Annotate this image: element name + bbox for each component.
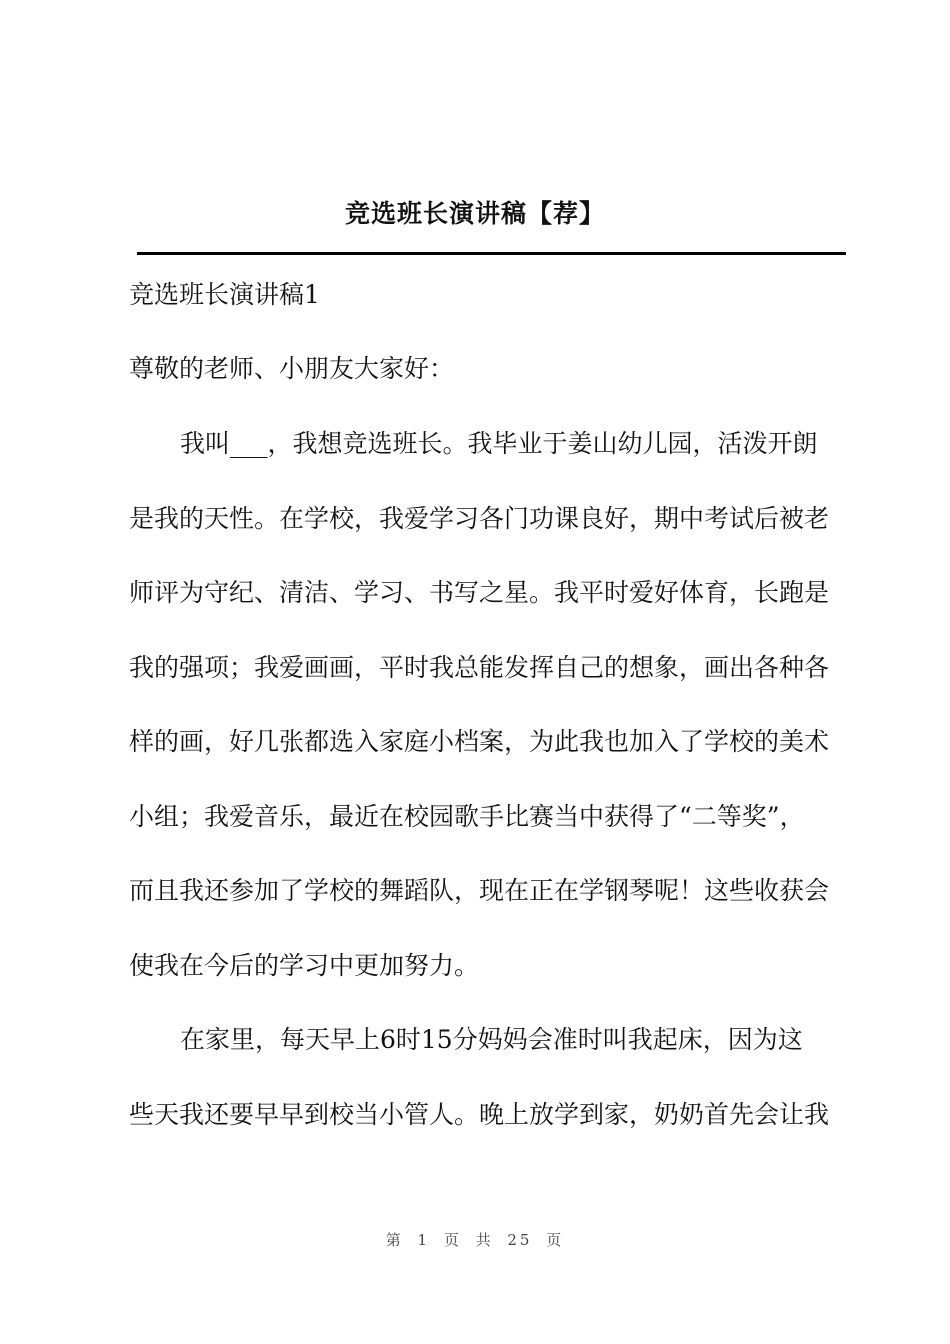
paragraph-1-line-6: 小组；我爱音乐，最近在校园歌手比赛当中获得了“二等奖”，	[129, 802, 805, 831]
page-number-footer: 第 1 页 共 25 页	[385, 1231, 565, 1249]
paragraph-2-line-2: 些天我还要早早到校当小管人。晚上放学到家，奶奶首先会让我	[129, 1100, 830, 1129]
section-heading: 竞选班长演讲稿1	[129, 280, 320, 309]
paragraph-1-line-1: 我叫___，我想竞选班长。我毕业于姜山幼儿园，活泼开朗	[180, 429, 818, 458]
paragraph-1-line-5: 样的画，好几张都选入家庭小档案，为此我也加入了学校的美术	[129, 727, 830, 756]
paragraph-1-line-3: 师评为守纪、清洁、学习、书写之星。我平时爱好体育，长跑是	[129, 578, 830, 607]
title-underline	[137, 252, 846, 255]
paragraph-1-line-7: 而且我还参加了学校的舞蹈队，现在正在学钢琴呢！这些收获会	[129, 876, 830, 905]
paragraph-2-line-1: 在家里，每天早上6时15分妈妈会准时叫我起床，因为这	[180, 1025, 803, 1054]
paragraph-1-line-8: 使我在今后的学习中更加努力。	[129, 951, 480, 980]
document-title: 竞选班长演讲稿【荐】	[344, 199, 605, 228]
paragraph-1-line-2: 是我的天性。在学校，我爱学习各门功课良好，期中考试后被老	[129, 504, 830, 533]
paragraph-1-line-4: 我的强项；我爱画画，平时我总能发挥自己的想象，画出各种各	[129, 653, 830, 682]
greeting-line: 尊敬的老师、小朋友大家好：	[129, 354, 455, 383]
